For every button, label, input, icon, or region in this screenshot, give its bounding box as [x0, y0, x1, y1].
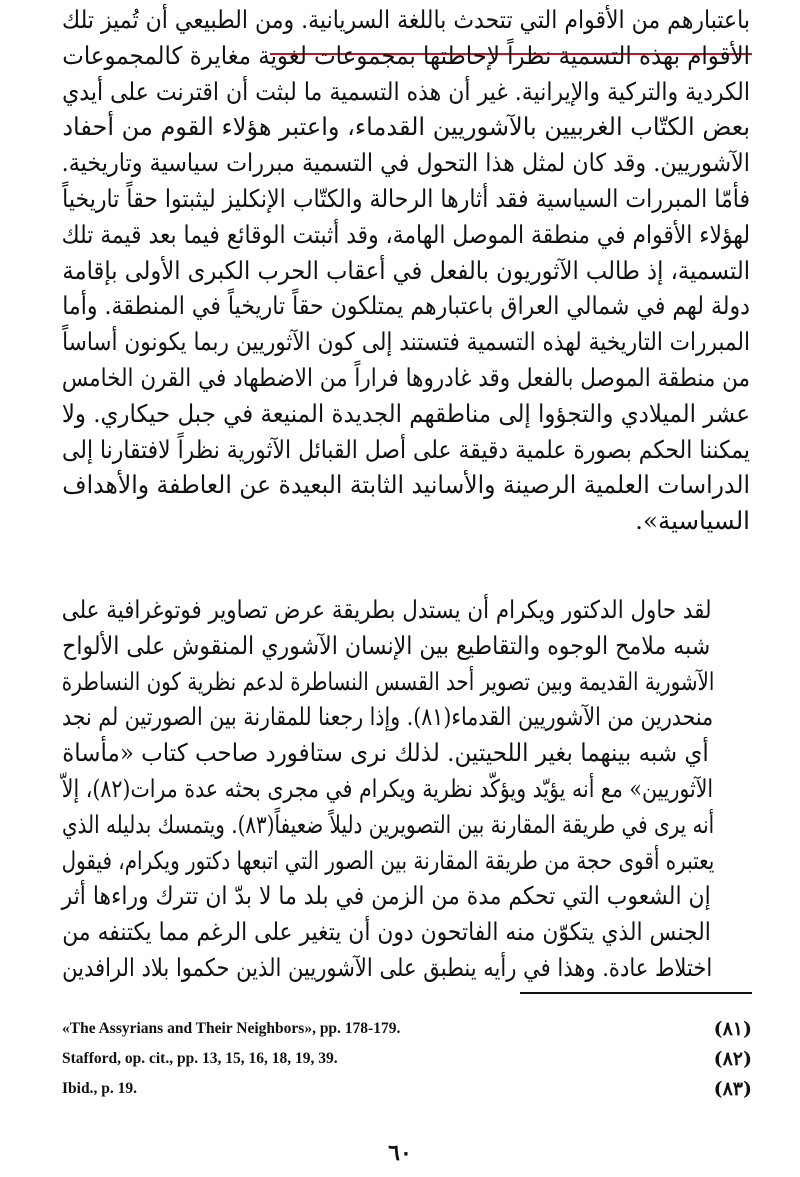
text-line: الكردية والتركية والإيرانية. غير أن هذه التسمية ما لبثت أن اقترنت على أيدي — [62, 76, 750, 106]
footnote-number: (٨٢) — [713, 1048, 752, 1070]
text-line: أي شبه بينهما بغير اللحيتين. لذلك نرى ستافورد صاحب كتاب «مأساة — [62, 738, 709, 768]
text-line: شبه ملامح الوجوه والتقاطيع بين الإنسان الآشوري المنقوش على الألواح — [62, 630, 711, 660]
text-line: فأمّا المبررات السياسية فقد أثارها الرحالة والكتّاب الإنكليز ليثبتوا حقاً تاريخياً — [62, 183, 750, 213]
text-line: باعتبارهم من الأقوام التي تتحدث باللغة السريانية. ومن الطبيعي أن تُميز تلك — [62, 5, 750, 34]
footnote-number: (٨٣) — [713, 1078, 752, 1100]
footnote-reference: Ibid., p. 19. — [62, 1080, 137, 1097]
text-line: بعض الكتّاب الغربيين بالآشوريين القدماء، واعتبر هؤلاء القوم من أحفاد — [62, 112, 750, 142]
text-line: لقد حاول الدكتور ويكرام أن يستدل بطريقة عرض تصاوير فوتوغرافية على — [61, 595, 712, 624]
text-line: اختلاط عادة. وهذا في رأيه ينطبق على الآشوريين الذين حكموا بلاد الرافدين — [62, 952, 713, 982]
paragraph-1 — [62, 2, 750, 539]
page-number: ٦٠ — [388, 1140, 412, 1166]
text-line: الدراسات العلمية الرصينة والأسانيد الثابتة البعيدة عن العاطفة والأهداف — [62, 470, 750, 500]
text-line: يعتبره أقوى حجة من طريقة المقارنة بين الصور التي اتبعها دكتور ويكرام، فيقول — [61, 845, 715, 875]
text-line: الجنس الذي يتكوّن منه الفاتحون دون أن يتغير على الرغم مما يكتنفه من — [62, 917, 711, 947]
text-line: دولة لهم في شمالي العراق باعتبارهم يمتلكون حقاً تاريخياً في المنطقة. وأما — [62, 291, 751, 321]
text-line: يمكننا الحكم بصورة علمية دقيقة على أصل القبائل الآثورية نظراً لافتقارنا إلى — [62, 434, 750, 464]
text-line: الأقوام بهذه التسمية نظراً لإحاطتها بمجموعات لغوية مغايرة كالمجموعات — [62, 40, 750, 70]
footnote — [62, 1050, 752, 1076]
text-line: الآشورية القديمة وبين تصوير أحد القسس النساطرة لدعم نظرية كون النساطرة — [61, 666, 715, 696]
footnote — [62, 1020, 752, 1046]
text-line: لهؤلاء الأقوام في منطقة الموصل الهامة، وقد أثبتت الوقائع فيما بعد قيمة تلك — [61, 219, 750, 249]
footnote-reference: «The Assyrians and Their Neighbors», pp. 178-179. — [62, 1020, 401, 1037]
footnote-reference: Stafford, op. cit., pp. 13, 15, 16, 18, 19, 39. — [62, 1050, 338, 1067]
text-line: الآشوريين. وقد كان لمثل هذا التحول في التسمية مبررات سياسية وتاريخية. — [61, 148, 750, 178]
text-line: من منطقة الموصل بالفعل وقد غادروها فراراً من الاضطهاد في القرن الخامس — [61, 362, 751, 392]
footnote-number: (٨١) — [713, 1018, 752, 1040]
text-line: التسمية، إذ طالب الآثوريون بالفعل في أعقاب الحرب الكبرى الأولى بإقامة — [62, 255, 750, 285]
text-line: أنه يرى في طريقة المقارنة بين التصويرين دليلاً ضعيفاً(٨٣). ويتمسك بدليله الذي — [61, 809, 715, 839]
text-line: الآثوريين» مع أنه يؤيّد ويؤكّد نظرية ويكرام في مجرى بحثه عدة مرات(٨٢)، إلاّ — [61, 773, 714, 803]
footnote — [62, 1080, 752, 1106]
paragraph-2 — [62, 592, 750, 986]
footnote-separator — [520, 992, 752, 994]
text-line: منحدرين من الآشوريين القدماء(٨١). وإذا رجعنا للمقارنة بين الصورتين لم نجد — [61, 702, 714, 732]
text-line: المبررات التاريخية لهذه التسمية فتستند إلى كون الآثوريين ربما يكونون أساساً — [62, 327, 751, 357]
text-line: عشر الميلادي والتجؤوا إلى مناطقهم الجديدة المنيعة في جبل حيكاري. ولا — [61, 398, 751, 428]
text-line: السياسية». — [635, 506, 750, 536]
text-line: إن الشعوب التي تحكم مدة من الزمن في بلد ما لا بدّ ان تترك وراءها أثر — [61, 881, 711, 911]
